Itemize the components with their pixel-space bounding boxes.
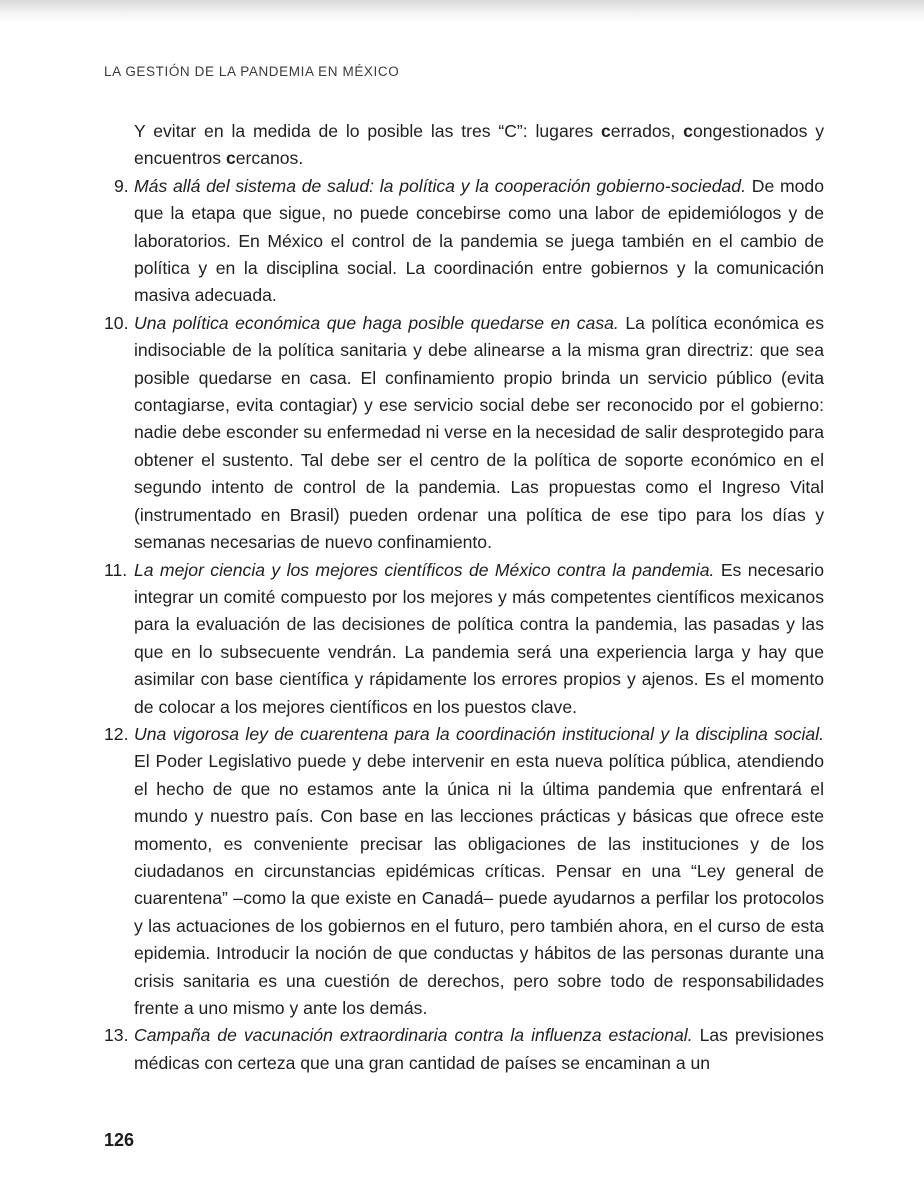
- list-item-13: [104, 1022, 824, 1077]
- item-title: Más allá del sistema de salud: la política y la cooperación gobierno-sociedad.: [134, 175, 746, 196]
- intro-text-a: Y evitar en la medida de lo posible las tres “C”: lugares: [134, 121, 601, 141]
- item-text: Es necesario integrar un comité compuesto por los mejores y más competentes científicos mexicanos para la evaluación de las decisiones de política contra la pandemia, las pasadas y las que en lo subsecuente vendrán. La pandemia será una experiencia larga y hay que asimilar con base científica y rápidamente los errores propios y ajenos. Es el momento de colocar a los mejores científicos en los puestos clave.: [134, 559, 824, 717]
- item-number: 11.: [104, 559, 128, 580]
- item-number: 12.: [104, 723, 129, 744]
- item-title: Campaña de vacunación extraordinaria contra la influenza estacional.: [134, 1025, 693, 1046]
- intro-paragraph: [134, 118, 824, 173]
- item-body: [134, 173, 824, 310]
- intro-initial-c1: c: [600, 121, 611, 141]
- page-number: 126: [104, 1130, 135, 1150]
- list-item-9: [104, 173, 824, 310]
- item-text: El Poder Legislativo puede y debe intervenir en esta nueva política pública, atendiendo el hecho de que no estamos ante la única ni la última pandemia que enfrentará el mundo y nuestro país. Con base en las lecciones prácticas y básicas que ofrece este momento, es conveniente precisar las obligaciones de las instituciones y de los ciudadanos en circunstancias epidémicas críticas. Pensar en una “Ley general de cuarentena” –como la que existe en Canadá– puede ayudarnos a perfilar los protocolos y las actuaciones de los gobiernos en el futuro, pero también ahora, en el curso de esta epidemia. Introducir la noción de que conductas y hábitos de las personas durante una crisis sanitaria es una cuestión de derechos, pero sobre todo de responsabilidades frente a uno mismo y ante los demás.: [134, 751, 824, 1018]
- item-body: [134, 1022, 824, 1077]
- item-title: La mejor ciencia y los mejores científicos de México contra la pandemia.: [134, 559, 715, 580]
- intro-text-d: ercanos.: [235, 148, 304, 169]
- item-body: [134, 310, 824, 557]
- item-text: De modo que la etapa que sigue, no puede concebirse como una labor de epidemiólogos y de laboratorios. En México el control de la pandemia se juega también en el cambio de política y en la disciplina social. La coordinación entre gobiernos y la comunicación masiva adecuada.: [134, 175, 824, 306]
- item-title: Una política económica que haga posible quedarse en casa.: [134, 312, 619, 333]
- item-text: La política económica es indisociable de la política sanitaria y debe alinearse a la misma gran directriz: que sea posible quedarse en casa. El confinamiento propio brinda un servicio público (evita contagiarse, evita contagiar) y ese servicio social debe ser reconocido por el gobierno: nadie debe esconder su enfermedad ni verse en la necesidad de salir desprotegido para obtener el sustento. Tal debe ser el centro de la política de soporte económico en el segundo intento de control de la pandemia. Las propuestas como el Ingreso Vital (instrumentado en Brasil) pueden ordenar una política de ese tipo para los días y semanas necesarias de nuevo confinamiento.: [134, 312, 824, 553]
- item-text: Las previsiones médicas con certeza que una gran cantidad de países se encaminan a un: [134, 1025, 824, 1073]
- item-title: Una vigorosa ley de cuarentena para la coordinación institucional y la disciplina social.: [134, 723, 824, 744]
- intro-text-b: errados,: [610, 121, 684, 141]
- item-number: 10.: [104, 312, 129, 333]
- list-item-11: [104, 557, 824, 721]
- list-item-10: [104, 310, 824, 557]
- page-body: [104, 118, 824, 1077]
- intro-initial-c3: c: [225, 148, 236, 169]
- item-number: 9.: [114, 175, 129, 196]
- intro-text-c: ongestionados y encuentros: [134, 121, 824, 169]
- intro-initial-c2: c: [683, 121, 693, 141]
- viewer-top-shadow: [0, 0, 924, 22]
- item-body: [134, 721, 824, 1022]
- running-header: LA GESTIÓN DE LA PANDEMIA EN MÉXICO: [104, 64, 400, 79]
- item-body: [134, 557, 824, 721]
- list-item-12: [104, 721, 824, 1022]
- item-number: 13.: [104, 1025, 129, 1046]
